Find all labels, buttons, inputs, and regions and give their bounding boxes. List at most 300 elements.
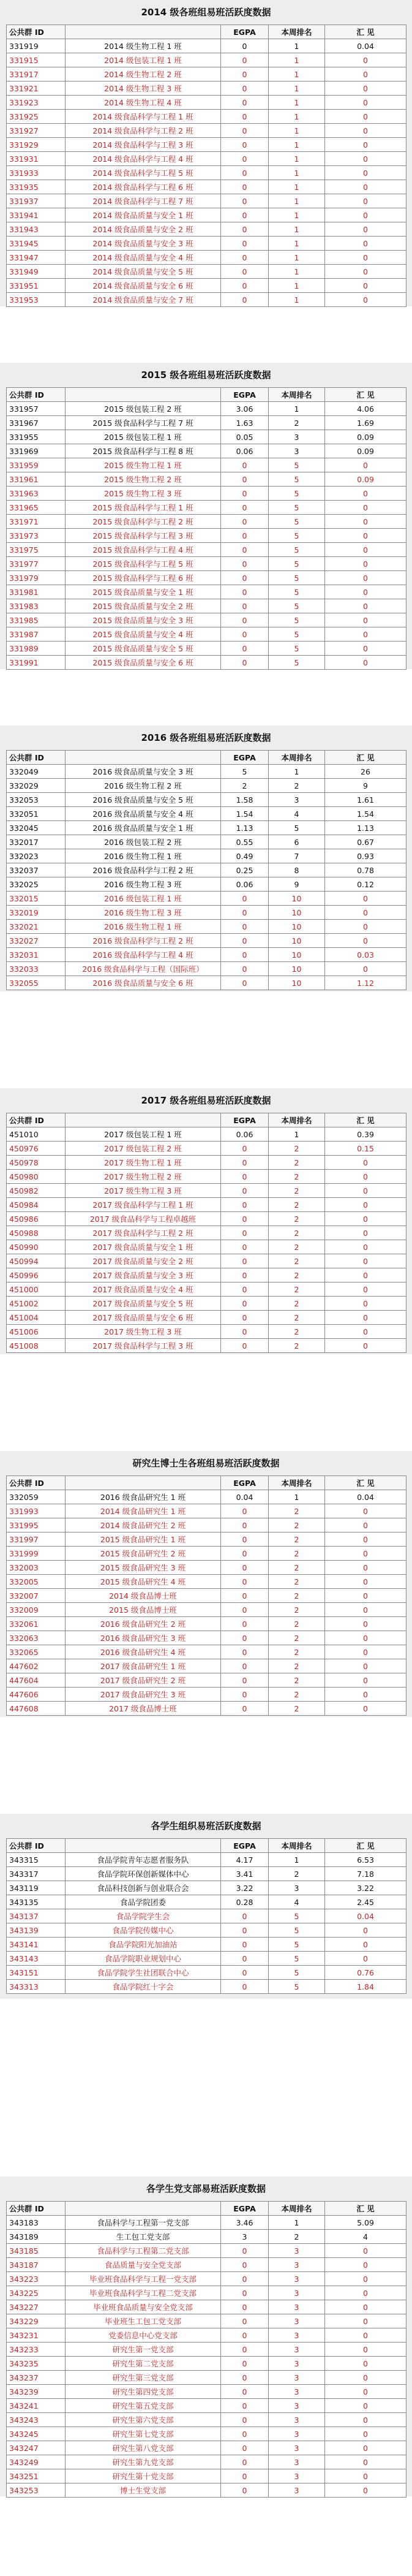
column-header: 本周排名	[269, 2202, 325, 2216]
table-row	[7, 472, 406, 487]
table-row	[7, 1603, 406, 1617]
weekly-rank: 1	[269, 1127, 325, 1142]
group-id: 451006	[7, 1325, 66, 1339]
table-row	[7, 2258, 406, 2272]
summary-value: 0	[325, 571, 406, 585]
group-name: 研究生第五党支部	[66, 2399, 221, 2413]
group-name: 2014 级食品科学与工程 7 班	[66, 194, 221, 208]
egpa-value: 0	[221, 1589, 269, 1603]
group-id: 343251	[7, 2469, 66, 2483]
table-row	[7, 1518, 406, 1532]
group-name: 2015 级食品博士班	[66, 1603, 221, 1617]
egpa-value: 0	[221, 1226, 269, 1240]
table-row	[7, 96, 406, 110]
table-row	[7, 1490, 406, 1504]
egpa-value: 0	[221, 1184, 269, 1198]
table-row	[7, 821, 406, 835]
weekly-rank: 3	[269, 2399, 325, 2413]
egpa-value: 0	[221, 53, 269, 67]
summary-value: 0.15	[325, 1142, 406, 1156]
table-row	[7, 2371, 406, 2385]
group-name: 2014 级食品质量与安全 7 班	[66, 293, 221, 307]
table-row	[7, 1909, 406, 1923]
summary-value: 0	[325, 81, 406, 96]
group-name: 2014 级食品科学与工程 2 班	[66, 124, 221, 138]
group-id: 450986	[7, 1212, 66, 1226]
summary-value: 0	[325, 2399, 406, 2413]
group-id: 332063	[7, 1631, 66, 1645]
egpa-value: 1.13	[221, 821, 269, 835]
weekly-rank: 1	[269, 67, 325, 81]
summary-value: 0	[325, 1952, 406, 1966]
section-3	[6, 1088, 406, 1353]
weekly-rank: 2	[269, 1659, 325, 1673]
egpa-value: 5	[221, 765, 269, 779]
summary-value: 0	[325, 1240, 406, 1254]
table-row	[7, 222, 406, 237]
table-row	[7, 793, 406, 807]
egpa-value: 0	[221, 1254, 269, 1268]
table-row	[7, 1952, 406, 1966]
egpa-value: 0.06	[221, 877, 269, 892]
weekly-rank: 2	[269, 1311, 325, 1325]
group-id: 450990	[7, 1240, 66, 1254]
table-row	[7, 571, 406, 585]
group-name: 2017 级食品质量与安全 4 班	[66, 1282, 221, 1297]
summary-value: 0	[325, 613, 406, 627]
weekly-rank: 3	[269, 2371, 325, 2385]
group-id: 343317	[7, 1867, 66, 1881]
table-row	[7, 1881, 406, 1895]
group-id: 331949	[7, 265, 66, 279]
summary-value: 0	[325, 194, 406, 208]
group-id: 331995	[7, 1518, 66, 1532]
group-id: 332059	[7, 1490, 66, 1504]
summary-value: 0	[325, 2300, 406, 2314]
group-name: 研究生第九党支部	[66, 2455, 221, 2469]
weekly-rank: 1	[269, 138, 325, 152]
weekly-rank: 3	[269, 2357, 325, 2371]
summary-value: 0	[325, 515, 406, 529]
group-id: 331959	[7, 458, 66, 472]
egpa-value: 0	[221, 2244, 269, 2258]
egpa-value: 0.28	[221, 1895, 269, 1909]
summary-value: 0	[325, 2427, 406, 2441]
summary-value: 0	[325, 138, 406, 152]
table-row	[7, 642, 406, 656]
group-id: 331965	[7, 501, 66, 515]
group-name: 2014 级食品质量与安全 6 班	[66, 279, 221, 293]
table-row	[7, 1184, 406, 1198]
table-row	[7, 599, 406, 613]
weekly-rank: 4	[269, 807, 325, 821]
table-row	[7, 53, 406, 67]
egpa-value: 0	[221, 557, 269, 571]
group-id: 450980	[7, 1170, 66, 1184]
summary-value: 0	[325, 1198, 406, 1212]
group-id: 332005	[7, 1575, 66, 1589]
summary-value: 0	[325, 529, 406, 543]
summary-value: 0	[325, 1659, 406, 1673]
egpa-value: 0	[221, 251, 269, 265]
summary-value: 0	[325, 1156, 406, 1170]
summary-value: 0	[325, 293, 406, 307]
summary-value: 0	[325, 124, 406, 138]
group-name: 研究生第八党支部	[66, 2441, 221, 2455]
egpa-value: 0	[221, 2469, 269, 2483]
weekly-rank: 5	[269, 472, 325, 487]
section-title: 2015 级各班组易班活跃度数据	[141, 369, 271, 381]
summary-value: 0	[325, 458, 406, 472]
table-header-row	[7, 2202, 406, 2216]
table-row	[7, 180, 406, 194]
summary-value: 0	[325, 279, 406, 293]
table-row	[7, 1589, 406, 1603]
column-header	[66, 25, 221, 39]
group-id: 343141	[7, 1938, 66, 1952]
table-header-row	[7, 25, 406, 39]
table-row	[7, 1325, 406, 1339]
weekly-rank: 9	[269, 877, 325, 892]
weekly-rank: 1	[269, 96, 325, 110]
table-row	[7, 1226, 406, 1240]
weekly-rank: 8	[269, 863, 325, 877]
egpa-value: 3.22	[221, 1881, 269, 1895]
group-name: 2015 级食品研究生 4 班	[66, 1575, 221, 1589]
table-row	[7, 208, 406, 222]
group-id: 331975	[7, 543, 66, 557]
group-id: 331955	[7, 430, 66, 444]
group-name: 毕业班食品质量与安全党支部	[66, 2300, 221, 2314]
egpa-value: 0	[221, 1297, 269, 1311]
table-row	[7, 557, 406, 571]
weekly-rank: 1	[269, 293, 325, 307]
table-row	[7, 1268, 406, 1282]
table-row	[7, 613, 406, 627]
group-name: 2014 级食品科学与工程 5 班	[66, 166, 221, 180]
group-id: 451004	[7, 1311, 66, 1325]
weekly-rank: 5	[269, 599, 325, 613]
egpa-value: 0	[221, 39, 269, 53]
group-name: 毕业班食品科学与工程二党支部	[66, 2286, 221, 2300]
group-name: 2014 级食品研究生 2 班	[66, 1518, 221, 1532]
group-id: 343315	[7, 1853, 66, 1867]
group-name: 2017 级食品科学与工程 3 班	[66, 1339, 221, 1353]
table-row	[7, 293, 406, 307]
group-id: 343229	[7, 2314, 66, 2328]
egpa-value: 0	[221, 67, 269, 81]
weekly-rank: 5	[269, 529, 325, 543]
table-row	[7, 416, 406, 430]
egpa-value: 0	[221, 2300, 269, 2314]
summary-value: 0	[325, 557, 406, 571]
egpa-value: 0.55	[221, 835, 269, 849]
table-row	[7, 1980, 406, 1994]
weekly-rank: 1	[269, 152, 325, 166]
summary-value: 0	[325, 1547, 406, 1561]
egpa-value: 0	[221, 1909, 269, 1923]
summary-value: 0	[325, 2385, 406, 2399]
summary-value: 0	[325, 2286, 406, 2300]
group-name: 研究生第三党支部	[66, 2371, 221, 2385]
weekly-rank: 2	[269, 1184, 325, 1198]
egpa-value: 0.25	[221, 863, 269, 877]
weekly-rank: 3	[269, 2258, 325, 2272]
summary-value: 1.61	[325, 793, 406, 807]
summary-value: 0	[325, 1325, 406, 1339]
table-row	[7, 1339, 406, 1353]
table-row	[7, 1282, 406, 1297]
egpa-value: 0	[221, 1504, 269, 1518]
group-id: 332061	[7, 1617, 66, 1631]
group-id: 332037	[7, 863, 66, 877]
data-table	[6, 1113, 406, 1353]
data-table	[6, 1838, 406, 1994]
summary-value: 0	[325, 166, 406, 180]
table-row	[7, 124, 406, 138]
group-id: 331973	[7, 529, 66, 543]
group-id: 332007	[7, 1589, 66, 1603]
weekly-rank: 5	[269, 613, 325, 627]
egpa-value: 0	[221, 124, 269, 138]
group-name: 研究生第十党支部	[66, 2469, 221, 2483]
summary-value: 1.13	[325, 821, 406, 835]
summary-value: 0	[325, 1212, 406, 1226]
group-name: 食品学院学生会	[66, 1909, 221, 1923]
table-row	[7, 2272, 406, 2286]
egpa-value: 1.54	[221, 807, 269, 821]
table-row	[7, 67, 406, 81]
weekly-rank: 2	[269, 1142, 325, 1156]
egpa-value: 0	[221, 1547, 269, 1561]
table-row	[7, 1127, 406, 1142]
table-row	[7, 1617, 406, 1631]
group-name: 2014 级生物工程 2 班	[66, 67, 221, 81]
group-name: 2017 级食品研究生 1 班	[66, 1659, 221, 1673]
table-row	[7, 2469, 406, 2483]
egpa-value: 0	[221, 2357, 269, 2371]
weekly-rank: 1	[269, 2216, 325, 2230]
table-row	[7, 1297, 406, 1311]
weekly-rank: 2	[269, 1325, 325, 1339]
table-row	[7, 138, 406, 152]
table-header-row	[7, 1113, 406, 1127]
egpa-value: 0	[221, 571, 269, 585]
group-name: 研究生第七党支部	[66, 2427, 221, 2441]
group-name: 2016 级生物工程 2 班	[66, 779, 221, 793]
weekly-rank: 3	[269, 2413, 325, 2427]
weekly-rank: 2	[269, 1575, 325, 1589]
table-row	[7, 2413, 406, 2427]
group-name: 2015 级食品质量与安全 2 班	[66, 599, 221, 613]
weekly-rank: 7	[269, 849, 325, 863]
group-name: 食品学院学生社团联合中心	[66, 1966, 221, 1980]
egpa-value: 0	[221, 2427, 269, 2441]
egpa-value: 0	[221, 2314, 269, 2328]
egpa-value: 0	[221, 1561, 269, 1575]
table-row	[7, 251, 406, 265]
group-id: 332029	[7, 779, 66, 793]
egpa-value: 0	[221, 920, 269, 934]
egpa-value: 0	[221, 1198, 269, 1212]
egpa-value: 0	[221, 458, 269, 472]
egpa-value: 0	[221, 1156, 269, 1170]
weekly-rank: 2	[269, 1603, 325, 1617]
group-id: 331945	[7, 237, 66, 251]
group-name: 2014 级食品研究生 1 班	[66, 1504, 221, 1518]
column-header: 汇 见	[325, 1113, 406, 1127]
weekly-rank: 2	[269, 1254, 325, 1268]
table-row	[7, 402, 406, 416]
summary-value: 0	[325, 2272, 406, 2286]
egpa-value: 0	[221, 1212, 269, 1226]
group-id: 447608	[7, 1702, 66, 1716]
table-row	[7, 807, 406, 821]
summary-value: 0	[325, 1311, 406, 1325]
group-id: 332031	[7, 948, 66, 962]
weekly-rank: 2	[269, 1504, 325, 1518]
egpa-value: 0	[221, 180, 269, 194]
group-id: 331957	[7, 402, 66, 416]
data-table	[6, 750, 406, 990]
column-header: 公共群 ID	[7, 1476, 66, 1490]
group-id: 331985	[7, 613, 66, 627]
summary-value: 0	[325, 1504, 406, 1518]
group-name: 2014 级食品科学与工程 4 班	[66, 152, 221, 166]
group-name: 2016 级食品研究生 1 班	[66, 1490, 221, 1504]
summary-value: 0.39	[325, 1127, 406, 1142]
group-id: 331925	[7, 110, 66, 124]
column-header: EGPA	[221, 751, 269, 765]
group-name: 2015 级食品质量与安全 1 班	[66, 585, 221, 599]
weekly-rank: 3	[269, 2314, 325, 2328]
weekly-rank: 5	[269, 501, 325, 515]
group-id: 331971	[7, 515, 66, 529]
group-name: 2015 级食品科学与工程 4 班	[66, 543, 221, 557]
summary-value: 0	[325, 906, 406, 920]
data-table	[6, 1476, 406, 1716]
egpa-value: 1.58	[221, 793, 269, 807]
group-name: 2017 级食品研究生 2 班	[66, 1673, 221, 1688]
egpa-value: 0	[221, 2385, 269, 2399]
group-id: 331977	[7, 557, 66, 571]
weekly-rank: 1	[269, 124, 325, 138]
weekly-rank: 1	[269, 765, 325, 779]
group-id: 343225	[7, 2286, 66, 2300]
summary-value: 0	[325, 656, 406, 670]
summary-value: 0.03	[325, 948, 406, 962]
table-row	[7, 237, 406, 251]
egpa-value: 0	[221, 1631, 269, 1645]
section-title: 2017 级各班组易班活跃度数据	[141, 1095, 271, 1106]
table-row	[7, 2343, 406, 2357]
table-row	[7, 2244, 406, 2258]
group-id: 331987	[7, 627, 66, 642]
weekly-rank: 3	[269, 2483, 325, 2498]
table-header-row	[7, 1839, 406, 1853]
group-id: 331963	[7, 487, 66, 501]
column-header: EGPA	[221, 25, 269, 39]
summary-value: 1.12	[325, 976, 406, 990]
weekly-rank: 1	[269, 53, 325, 67]
egpa-value: 0	[221, 1966, 269, 1980]
summary-value: 0	[325, 265, 406, 279]
group-name: 食品质量与安全党支部	[66, 2258, 221, 2272]
egpa-value: 0	[221, 96, 269, 110]
column-header: 汇 见	[325, 388, 406, 402]
egpa-value: 0	[221, 1240, 269, 1254]
column-header: 汇 见	[325, 25, 406, 39]
group-id: 331991	[7, 656, 66, 670]
group-name: 2015 级食品科学与工程 6 班	[66, 571, 221, 585]
group-name: 2017 级生物工程 3 班	[66, 1325, 221, 1339]
table-row	[7, 1659, 406, 1673]
group-name: 2017 级生物工程 1 班	[66, 1156, 221, 1170]
summary-value: 5.09	[325, 2216, 406, 2230]
summary-value: 0	[325, 1923, 406, 1938]
group-id: 343183	[7, 2216, 66, 2230]
summary-value: 0	[325, 2328, 406, 2343]
summary-value: 0.04	[325, 1490, 406, 1504]
group-name: 2016 级食品研究生 3 班	[66, 1631, 221, 1645]
data-table	[6, 25, 406, 307]
group-id: 332027	[7, 934, 66, 948]
egpa-value: 2	[221, 779, 269, 793]
weekly-rank: 2	[269, 1339, 325, 1353]
table-row	[7, 444, 406, 458]
summary-value: 0	[325, 892, 406, 906]
egpa-value: 0	[221, 1282, 269, 1297]
table-row	[7, 934, 406, 948]
weekly-rank: 2	[269, 1688, 325, 1702]
section-title: 各学生组织易班活跃度数据	[151, 1820, 261, 1832]
summary-value: 0	[325, 1297, 406, 1311]
summary-value: 0	[325, 2357, 406, 2371]
table-row	[7, 1688, 406, 1702]
egpa-value: 3.06	[221, 402, 269, 416]
summary-value: 0	[325, 962, 406, 976]
column-header: 公共群 ID	[7, 1839, 66, 1853]
group-name: 2014 级食品博士班	[66, 1589, 221, 1603]
egpa-value: 0	[221, 1980, 269, 1994]
group-name: 2016 级生物工程 1 班	[66, 920, 221, 934]
table-row	[7, 765, 406, 779]
group-name: 研究生第一党支部	[66, 2343, 221, 2357]
group-id: 343239	[7, 2385, 66, 2399]
group-name: 2016 级食品研究生 4 班	[66, 1645, 221, 1659]
group-name: 2015 级食品科学与工程 5 班	[66, 557, 221, 571]
weekly-rank: 2	[269, 1198, 325, 1212]
group-name: 2016 级食品质量与安全 6 班	[66, 976, 221, 990]
group-name: 2015 级食品质量与安全 4 班	[66, 627, 221, 642]
weekly-rank: 2	[269, 1282, 325, 1297]
table-row	[7, 1645, 406, 1659]
table-row	[7, 39, 406, 53]
summary-value: 0	[325, 1631, 406, 1645]
group-id: 331997	[7, 1532, 66, 1547]
weekly-rank: 3	[269, 2427, 325, 2441]
summary-value: 0	[325, 2483, 406, 2498]
egpa-value: 0.04	[221, 1490, 269, 1504]
group-name: 2014 级食品质量与安全 2 班	[66, 222, 221, 237]
weekly-rank: 2	[269, 1518, 325, 1532]
weekly-rank: 5	[269, 458, 325, 472]
table-row	[7, 1966, 406, 1980]
table-row	[7, 1702, 406, 1716]
column-header: 公共群 ID	[7, 751, 66, 765]
summary-value: 0	[325, 487, 406, 501]
group-id: 332025	[7, 877, 66, 892]
